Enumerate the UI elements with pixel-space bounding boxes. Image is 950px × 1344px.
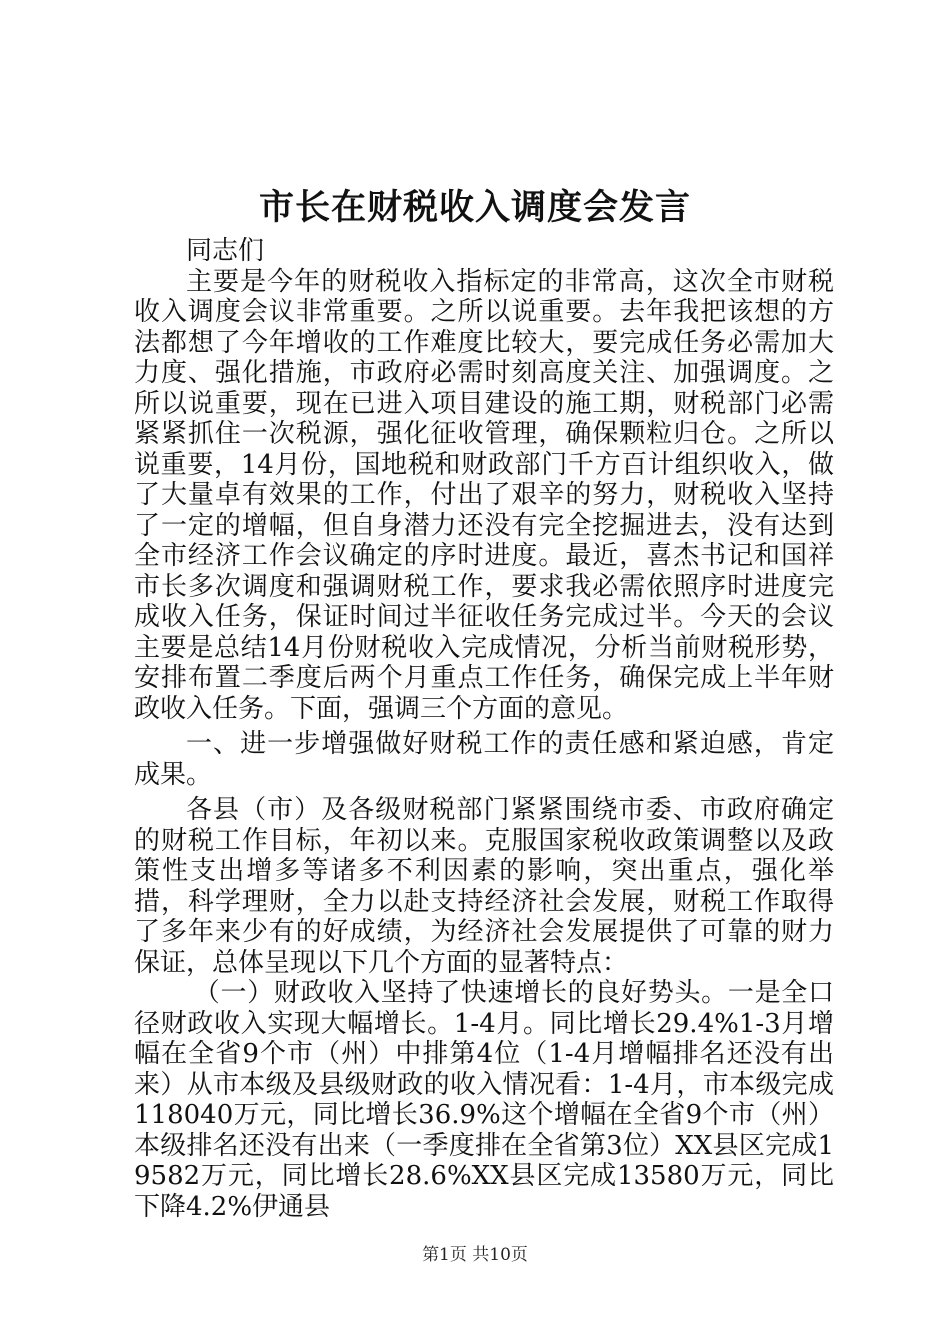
- paragraph-overview: 各县（市）及各级财税部门紧紧围绕市委、市政府确定的财税工作目标，年初以来。克服国家税收政策调整以及政策性支出增多等诸多不利因素的影响，突出重点，强化举措，科学理财，全力以赴支持经济社会发展，财税工作取得了多年来少有的好成绩，为经济社会发展提供了可靠的财力保证，总体呈现以下几个方面的显著特点：: [134, 795, 834, 978]
- paragraph-intro: 主要是今年的财税收入指标定的非常高，这次全市财税收入调度会议非常重要。之所以说重要。去年我把该想的方法都想了今年增收的工作难度比较大，要完成任务必需加大力度、强化措施，市政府必需时刻高度关注、加强调度。之所以说重要，现在已进入项目建设的施工期，财税部门必需紧紧抓住一次税源，强化征收管理，确保颗粒归仓。之所以说重要，14月份，国地税和财政部门千方百计组织收入，做了大量卓有效果的工作，付出了艰辛的努力，财税收入坚持了一定的增幅，但自身潜力还没有完全挖掘进去，没有达到全市经济工作会议确定的序时进度。最近，喜杰书记和国祥市长多次调度和强调财税工作，要求我必需依照序时进度完成收入任务，保证时间过半征收任务完成过半。今天的会议主要是总结14月份财税收入完成情况，分析当前财税形势，安排布置二季度后两个月重点工作任务，确保完成上半年财政收入任务。下面，强调三个方面的意见。: [134, 266, 834, 724]
- page-footer: 第1页 共10页: [422, 1245, 528, 1265]
- paragraph-revenue: （一）财政收入坚持了快速增长的良好势头。一是全口径财政收入实现大幅增长。1-4月。同比增长29.4%1-3月增幅在全省9个市（州）中排第4位（1-4月增幅排名还没有出来）从市本级及县级财政的收入情况看：1-4月，市本级完成118040万元，同比增长36.9%这个增幅在全省9个市（州）本级排名还没有出来（一季度排在全省第3位）XX县区完成19582万元，同比增长28.6%XX县区完成13580万元，同比下降4.2%伊通县: [134, 978, 834, 1222]
- document-title: 市长在财税收入调度会发言: [258, 187, 691, 228]
- document-body: [134, 236, 834, 1222]
- salutation: 同志们: [186, 236, 265, 266]
- section-heading-1: 一、进一步增强做好财税工作的责任感和紧迫感，肯定成果。: [134, 729, 834, 790]
